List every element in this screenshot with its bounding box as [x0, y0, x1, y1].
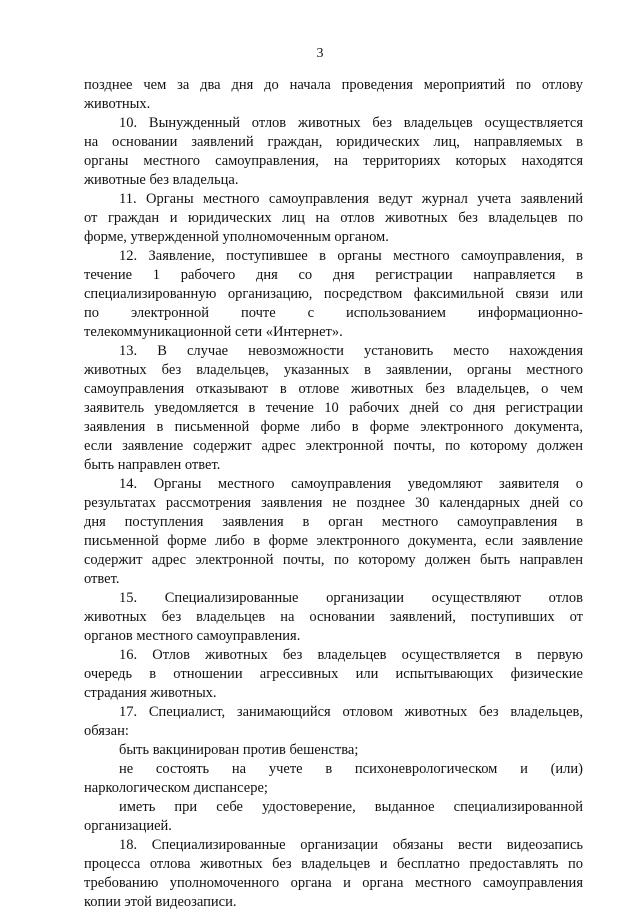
paragraph-p16 — [84, 646, 583, 703]
paragraph-p11 — [84, 190, 583, 247]
text-line: результатах рассмотрения заявления не позднее 30 календарных дней со — [84, 495, 583, 511]
text-line: телекоммуникационной сети «Интернет». — [84, 324, 343, 340]
text-line: копии этой видеозаписи. — [84, 894, 237, 910]
text-line: 16. Отлов животных без владельцев осуществляется в первую — [119, 647, 583, 663]
page-number: 3 — [316, 46, 324, 61]
text-line: форме, утвержденной уполномоченным органом. — [84, 229, 389, 245]
text-line: животных без владельцев на основании заявлений, поступивших от — [84, 609, 583, 625]
paragraph-cont — [84, 76, 583, 114]
text-line: животных без владельцев, указанных в заявлении, органы местного — [84, 362, 583, 378]
text-line: от граждан и юридических лиц на отлов животных без владельцев по — [84, 210, 583, 226]
text-line: иметь при себе удостоверение, выданное специализированной — [119, 799, 583, 815]
paragraph-p12 — [84, 247, 583, 342]
text-line: 18. Специализированные организации обязаны вести видеозапись — [119, 837, 583, 853]
text-line: животных. — [84, 96, 151, 112]
paragraph-p13 — [84, 342, 583, 475]
text-line: очередь в отношении агрессивных или испытывающих физические — [84, 666, 583, 682]
text-line: 15. Специализированные организации осуществляют отлов — [119, 590, 583, 606]
text-line: 17. Специалист, занимающийся отловом животных без владельцев, — [119, 704, 583, 720]
text-line: заявитель уведомляется в течение 10 рабочих дней со дня регистрации — [84, 400, 583, 416]
text-line: 13. В случае невозможности установить место нахождения — [119, 343, 583, 359]
text-line: заявления в письменной форме либо в форме электронного документа, — [84, 419, 583, 435]
text-line: 11. Органы местного самоуправления ведут журнал учета заявлений — [119, 191, 583, 207]
text-line: организацией. — [84, 818, 172, 834]
text-line: органы местного самоуправления, на территориях которых находятся — [84, 153, 583, 169]
text-line: на основании заявлений граждан, юридических лиц, направляемых в — [84, 134, 583, 150]
text-line: обязан: — [84, 723, 129, 739]
text-line: наркологическом диспансере; — [84, 780, 268, 796]
text-line: течение 1 рабочего дня со дня регистрации направляется в — [84, 267, 583, 283]
paragraph-p10 — [84, 114, 583, 190]
text-line: требованию уполномоченного органа и органа местного самоуправления — [84, 875, 583, 891]
text-line: быть вакцинирован против бешенства; — [119, 742, 359, 758]
text-line: органов местного самоуправления. — [84, 628, 301, 644]
document-body — [84, 76, 583, 912]
text-line: письменной форме либо в форме электронного документа, если заявление — [84, 533, 583, 549]
text-line: позднее чем за два дня до начала проведения мероприятий по отлову — [84, 77, 583, 93]
text-line: не состоять на учете в психоневрологическом и (или) — [119, 761, 583, 777]
text-line: по электронной почте с использованием информационно- — [84, 305, 583, 321]
paragraph-p15 — [84, 589, 583, 646]
text-line: если заявление содержит адрес электронной почты, по которому должен — [84, 438, 583, 454]
text-line: страдания животных. — [84, 685, 217, 701]
text-line: 10. Вынужденный отлов животных без владельцев осуществляется — [119, 115, 583, 131]
paragraph-p17b — [84, 760, 583, 798]
paragraph-p14 — [84, 475, 583, 589]
text-line: ответ. — [84, 571, 120, 587]
text-line: животные без владельца. — [84, 172, 239, 188]
text-line: процесса отлова животных без владельцев и бесплатно предоставлять по — [84, 856, 583, 872]
text-line: дня поступления заявления в орган местного самоуправления в — [84, 514, 583, 530]
paragraph-p18 — [84, 836, 583, 912]
text-line: 12. Заявление, поступившее в органы местного самоуправления, в — [119, 248, 583, 264]
paragraph-p17a — [84, 741, 583, 760]
paragraph-p17 — [84, 703, 583, 741]
paragraph-p17c — [84, 798, 583, 836]
text-line: специализированную организацию, посредством факсимильной связи или — [84, 286, 583, 302]
text-line: самоуправления отказывают в отлове животных без владельцев, о чем — [84, 381, 583, 397]
text-line: 14. Органы местного самоуправления уведомляют заявителя о — [119, 476, 583, 492]
text-line: быть направлен ответ. — [84, 457, 221, 473]
text-line: содержит адрес электронной почты, по которому должен быть направлен — [84, 552, 583, 568]
